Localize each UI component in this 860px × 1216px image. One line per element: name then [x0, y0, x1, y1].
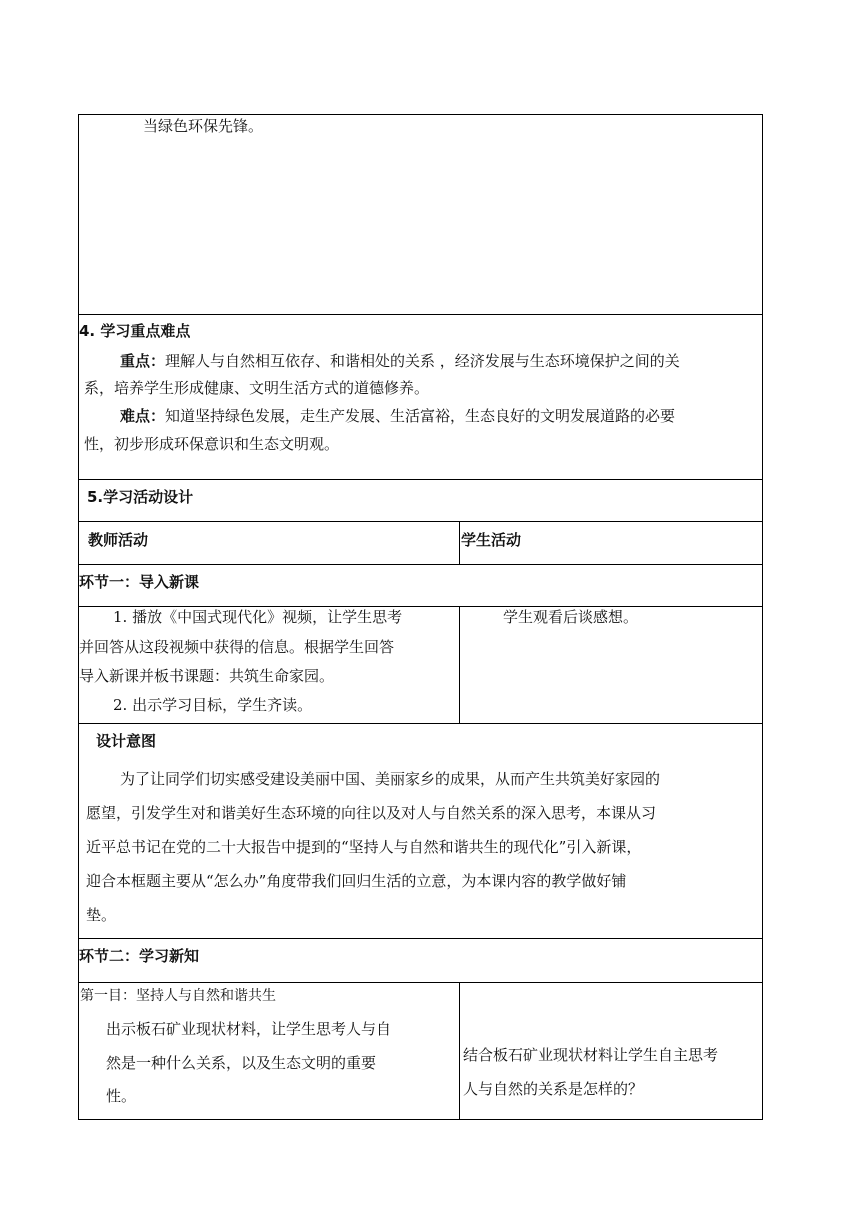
section3-tail-text: 当绿色环保先锋。: [143, 117, 264, 135]
step2-subtitle: 第一目：坚持人与自然和谐共生: [80, 988, 276, 1004]
step1-student-text: 学生观看后谈感想。: [503, 608, 639, 626]
step2-title: 环节二：学习新知: [79, 947, 200, 965]
step2-student-line: 人与自然的关系是怎样的？: [463, 1080, 644, 1098]
step1-title: 环节一：导入新课: [79, 573, 200, 591]
column-divider: [459, 521, 460, 565]
step1-teacher-line: 1. 播放《中国式现代化》视频，让学生思考: [113, 608, 403, 626]
step2-teacher-line: 性。: [106, 1087, 137, 1105]
step2-teacher-line: 然是一种什么关系，以及生态文明的重要: [106, 1054, 377, 1072]
section5-title: 5.学习活动设计: [87, 488, 194, 506]
key-point-label: 重点：: [120, 352, 166, 370]
difficulty-text1: 知道坚持绿色发展，走生产发展、生活富裕，生态良好的文明发展道路的必要: [165, 407, 676, 425]
design-intent-cell: [78, 723, 763, 939]
design-intent-title: 设计意图: [96, 732, 157, 750]
key-point-line1: [120, 347, 680, 376]
column-header-row: [78, 521, 763, 565]
design-intent-line: 垫。: [86, 906, 117, 924]
section4-title: 4. 学习重点难点: [79, 322, 191, 340]
key-point-text1: 理解人与自然相互依存、和谐相处的关系 ，经济发展与生态环境保护之间的关: [165, 352, 680, 370]
step1-teacher-line: 并回答从这段视频中获得的信息。根据学生回答: [79, 638, 395, 656]
design-intent-line: 近平总书记在党的二十大报告中提到的“坚持人与自然和谐共生的现代化”引入新课，: [86, 838, 642, 856]
step2-student-line: 结合板石矿业现状材料让学生自主思考: [463, 1046, 719, 1064]
difficulty-line1: [120, 402, 675, 431]
column-divider: [459, 982, 460, 1120]
difficulty-label: 难点：: [120, 407, 166, 425]
design-intent-line: 为了让同学们切实感受建设美丽中国、美丽家乡的成果，从而产生共筑美好家园的: [120, 770, 661, 788]
col-teacher-header: 教师活动: [88, 531, 149, 549]
section3-cell: [78, 114, 763, 315]
key-point-line2: 系，培养学生形成健康、文明生活方式的道德修养。: [84, 379, 430, 397]
design-intent-line: 迎合本框题主要从“怎么办”角度带我们回归生活的立意，为本课内容的教学做好铺: [86, 872, 627, 890]
step1-teacher-line: 导入新课并板书课题：共筑生命家园。: [79, 667, 335, 685]
col-student-header: 学生活动: [461, 531, 522, 549]
difficulty-line2: 性，初步形成环保意识和生态文明观。: [84, 435, 340, 453]
design-intent-line: 愿望，引发学生对和谐美好生态环境的向往以及对人与自然关系的深入思考，本课从习: [86, 804, 657, 822]
step2-teacher-line: 出示板石矿业现状材料，让学生思考人与自: [106, 1020, 392, 1038]
step1-teacher-line: 2. 出示学习目标，学生齐读。: [113, 696, 313, 714]
column-divider: [459, 606, 460, 724]
